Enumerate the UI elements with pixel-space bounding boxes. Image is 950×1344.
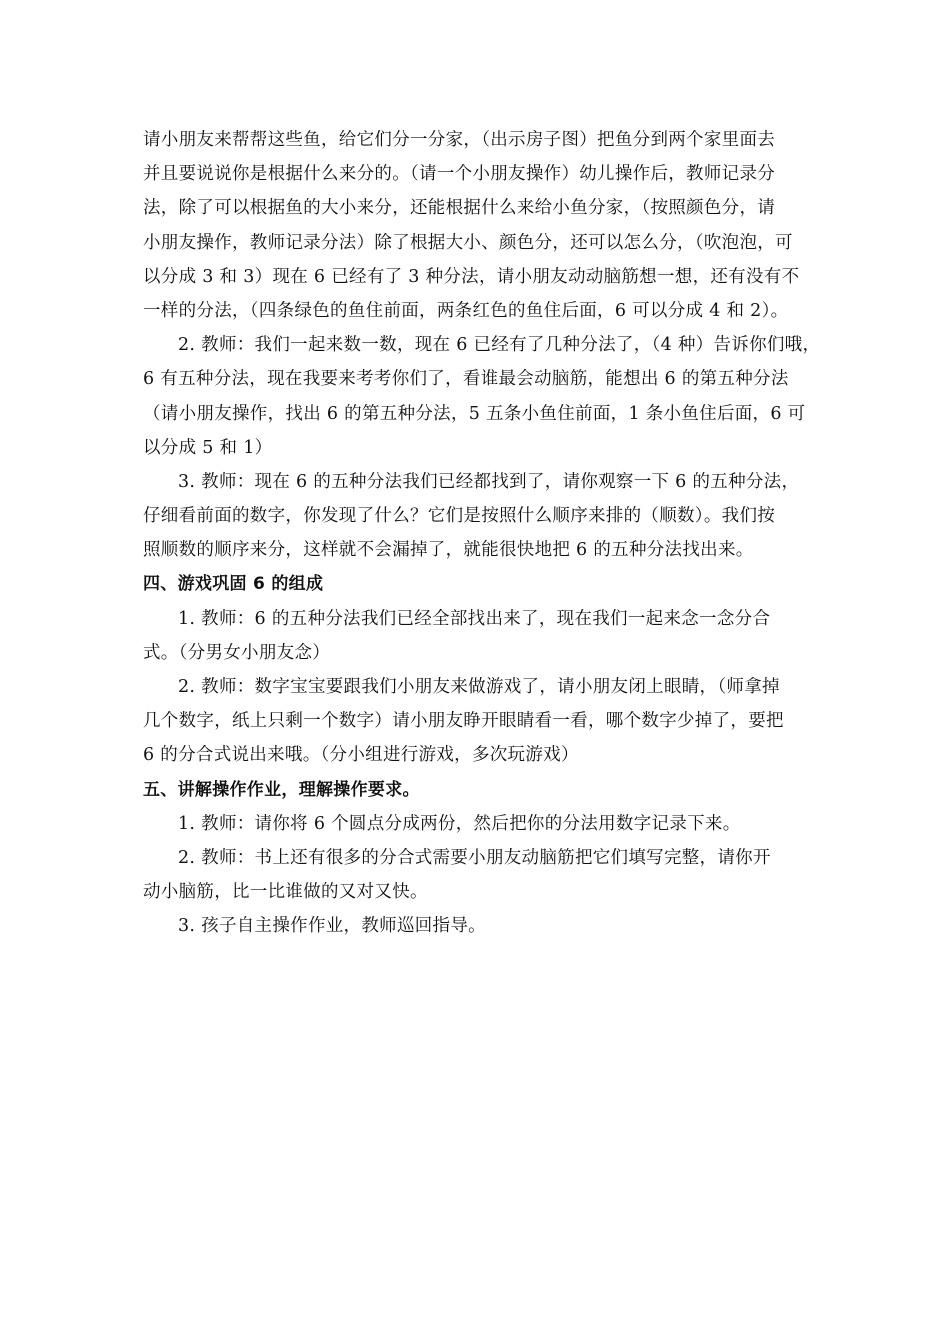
paragraph-line: 照顺数的顺序来分，这样就不会漏掉了，就能很快地把 6 的五种分法找出来。 — [143, 540, 754, 561]
paragraph-line: 以分成 3 和 3）现在 6 已经有了 3 种分法，请小朋友动动脑筋想一想，还有没有不 — [143, 266, 800, 287]
paragraph-line: 3. 教师：现在 6 的五种分法我们已经都找到了，请你观察一下 6 的五种分法， — [178, 471, 800, 492]
paragraph-line: 仔细看前面的数字，你发现了什么？它们是按照什么顺序来排的（顺数）。我们按 — [143, 506, 776, 527]
paragraph-line: 2. 教师：书上还有很多的分合式需要小朋友动脑筋把它们填写完整，请你开 — [178, 847, 771, 868]
paragraph-line: 1. 教师：6 的五种分法我们已经全部找出来了，现在我们一起来念一念分合 — [178, 608, 771, 629]
paragraph-line: 几个数字，纸上只剩一个数字）请小朋友睁开眼睛看一看，哪个数字少掉了，要把 — [143, 711, 784, 732]
paragraph-line: 1. 教师：请你将 6 个圆点分成两份，然后把你的分法用数字记录下来。 — [178, 813, 741, 834]
paragraph-line: 一样的分法，（四条绿色的鱼住前面，两条红色的鱼住后面，6 可以分成 4 和 2）。 — [143, 300, 789, 321]
paragraph-line: 并且要说说你是根据什么来分的。（请一个小朋友操作）幼儿操作后，教师记录分 — [143, 164, 776, 185]
section-heading: 五、讲解操作作业，理解操作要求。 — [143, 779, 420, 800]
paragraph-line: 小朋友操作，教师记录分法）除了根据大小、颜色分，还可以怎么分，（吹泡泡，可 — [143, 232, 793, 253]
paragraph-line: 2. 教师：数字宝宝要跟我们小朋友来做游戏了，请小朋友闭上眼睛，（师拿掉 — [178, 677, 780, 697]
paragraph-line: 法，除了可以根据鱼的大小来分，还能根据什么来给小鱼分家，（按照颜色分，请 — [143, 198, 776, 219]
paragraph-line: （请小朋友操作，找出 6 的第五种分法，5 五条小鱼住前面，1 条小鱼住后面，6 可 — [143, 403, 806, 424]
paragraph-line: 动小脑筋，比一比谁做的又对又快。 — [143, 882, 428, 903]
paragraph-line: 6 的分合式说出来哦。（分小组进行游戏，多次玩游戏） — [143, 745, 579, 766]
paragraph-line: 2. 教师：我们一起来数一数，现在 6 已经有了几种分法了，（4 种）告诉你们哦， — [178, 335, 821, 356]
document-body — [143, 123, 821, 944]
paragraph-line: 6 有五种分法，现在我要来考考你们了，看谁最会动脑筋，能想出 6 的第五种分法 — [143, 369, 789, 390]
paragraph-line: 请小朋友来帮帮这些鱼，给它们分一分家，（出示房子图）把鱼分到两个家里面去 — [143, 130, 776, 150]
section-heading: 四、游戏巩固 6 的组成 — [143, 574, 324, 595]
paragraph-line: 3. 孩子自主操作作业，教师巡回指导。 — [178, 916, 486, 937]
paragraph-line: 以分成 5 和 1） — [143, 437, 273, 458]
paragraph-line: 式。（分男女小朋友念） — [143, 642, 331, 663]
